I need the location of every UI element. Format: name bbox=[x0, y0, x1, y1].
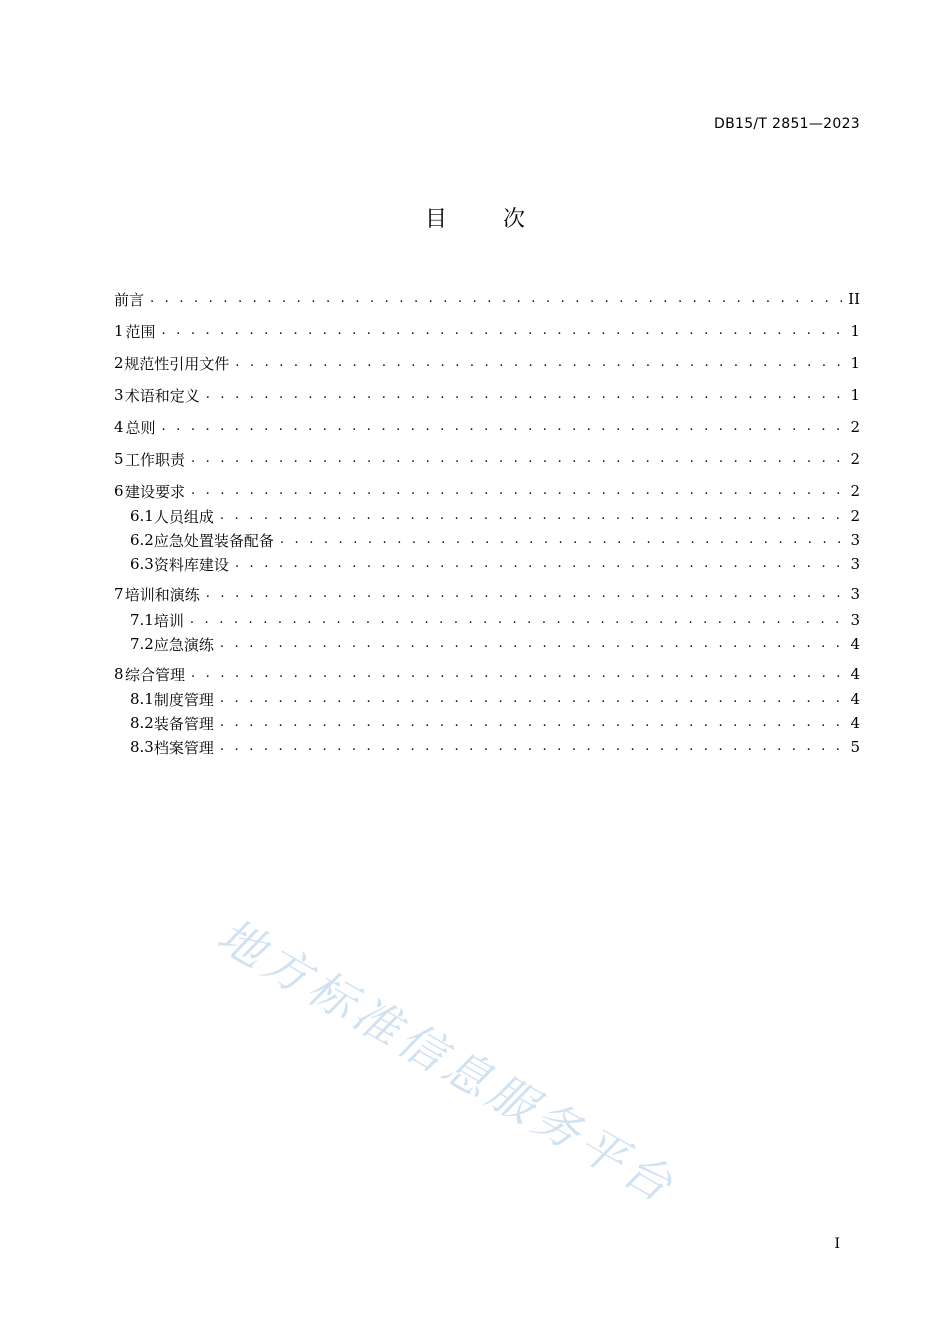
toc-entry-page: 3 bbox=[850, 555, 860, 573]
toc-leader-dots bbox=[190, 609, 844, 631]
toc-leader-dots bbox=[150, 288, 842, 310]
toc-entry-label: 人员组成 bbox=[153, 507, 214, 526]
toc-leader-dots bbox=[235, 553, 844, 575]
toc-entry-page: 4 bbox=[850, 690, 860, 708]
toc-entry-label: 应急处置装备配备 bbox=[153, 531, 274, 550]
toc-title-char-2: 次 bbox=[503, 207, 526, 232]
toc-entry-page: 4 bbox=[850, 714, 860, 732]
toc-entry-number: 5 bbox=[114, 450, 124, 468]
toc-entry-number: 7 bbox=[114, 585, 124, 603]
toc-entry-label: 术语和定义 bbox=[124, 386, 200, 405]
toc-entry-number: 8.3 bbox=[130, 738, 154, 756]
toc-entry-8-2[interactable] bbox=[114, 712, 860, 734]
toc-entry-foreword[interactable] bbox=[114, 288, 860, 310]
toc-entry-label: 制度管理 bbox=[153, 690, 214, 709]
document-code: DB15/T 2851—2023 bbox=[714, 116, 860, 132]
toc-entry-8-3[interactable] bbox=[114, 736, 860, 758]
toc-leader-dots bbox=[220, 712, 844, 734]
toc-entry-page: 4 bbox=[850, 635, 860, 653]
toc-leader-dots bbox=[220, 505, 844, 527]
toc-entry-label: 装备管理 bbox=[153, 714, 214, 733]
toc-leader-dots bbox=[191, 480, 844, 502]
toc-leader-dots bbox=[161, 416, 844, 438]
toc-leader-dots bbox=[206, 583, 844, 605]
toc-entry-number: 7.1 bbox=[130, 611, 154, 629]
toc-leader-dots bbox=[191, 663, 844, 685]
toc-entry-page: 2 bbox=[850, 418, 860, 436]
toc-entry-page: 2 bbox=[850, 507, 860, 525]
toc-leader-dots bbox=[191, 448, 844, 470]
toc-entry-page: 4 bbox=[850, 665, 860, 683]
toc-entry-number: 4 bbox=[114, 418, 124, 436]
toc-entry-number: 6.1 bbox=[130, 507, 154, 525]
toc-entry-number: 8 bbox=[114, 665, 124, 683]
toc-entry-7[interactable] bbox=[114, 583, 860, 605]
toc-entry-6[interactable] bbox=[114, 480, 860, 502]
toc-entry-number: 6.3 bbox=[130, 555, 154, 573]
toc-title bbox=[0, 202, 950, 233]
toc-title-char-1: 目 bbox=[424, 207, 447, 232]
toc-entry-label: 培训 bbox=[153, 611, 184, 630]
toc-entry-number: 8.1 bbox=[130, 690, 154, 708]
toc-entry-label: 档案管理 bbox=[153, 738, 214, 757]
toc-leader-dots bbox=[220, 736, 844, 758]
toc-entry-6-1[interactable] bbox=[114, 505, 860, 527]
toc-entry-label: 工作职责 bbox=[124, 450, 185, 469]
toc-entry-page: 3 bbox=[850, 585, 860, 603]
toc-leader-dots bbox=[220, 688, 844, 710]
toc-entry-label: 建设要求 bbox=[124, 482, 185, 501]
toc-entry-5[interactable] bbox=[114, 448, 860, 470]
toc-entry-7-1[interactable] bbox=[114, 609, 860, 631]
toc-entry-label: 综合管理 bbox=[124, 665, 185, 684]
toc-entry-6-3[interactable] bbox=[114, 553, 860, 575]
toc-entry-number: 1 bbox=[114, 322, 124, 340]
toc-entry-label: 范围 bbox=[125, 322, 156, 341]
toc-entry-label: 前言 bbox=[114, 290, 145, 309]
toc-entry-number: 6.2 bbox=[130, 531, 154, 549]
toc-entry-8-1[interactable] bbox=[114, 688, 860, 710]
toc-entry-page: 1 bbox=[850, 322, 860, 340]
toc-entry-label: 规范性引用文件 bbox=[124, 354, 230, 373]
toc-entry-number: 6 bbox=[114, 482, 124, 500]
toc-entry-8[interactable] bbox=[114, 663, 860, 685]
toc-entry-page: 3 bbox=[850, 611, 860, 629]
toc-entry-page: II bbox=[848, 290, 860, 308]
toc-entry-6-2[interactable] bbox=[114, 529, 860, 551]
toc-entry-label: 资料库建设 bbox=[153, 555, 229, 574]
toc-leader-dots bbox=[206, 384, 844, 406]
toc-entry-label: 培训和演练 bbox=[124, 585, 200, 604]
toc-entry-4[interactable] bbox=[114, 416, 860, 438]
toc-entry-label: 应急演练 bbox=[153, 635, 214, 654]
toc-entry-page: 2 bbox=[850, 482, 860, 500]
footer-page-number: I bbox=[834, 1236, 840, 1252]
toc-entry-page: 5 bbox=[850, 738, 860, 756]
toc-leader-dots bbox=[235, 352, 844, 374]
toc-entry-page: 3 bbox=[850, 531, 860, 549]
toc-entry-page: 1 bbox=[850, 354, 860, 372]
toc-entry-label: 总则 bbox=[125, 418, 156, 437]
toc-entry-page: 2 bbox=[850, 450, 860, 468]
toc-entry-3[interactable] bbox=[114, 384, 860, 406]
toc-entry-7-2[interactable] bbox=[114, 633, 860, 655]
toc-entry-1[interactable] bbox=[114, 320, 860, 342]
toc-leader-dots bbox=[220, 633, 844, 655]
toc-entry-number: 7.2 bbox=[130, 635, 154, 653]
toc-leader-dots bbox=[161, 320, 844, 342]
toc-entry-page: 1 bbox=[850, 386, 860, 404]
watermark: 地方标准信息服务平台 bbox=[208, 907, 686, 1215]
toc-entry-number: 8.2 bbox=[130, 714, 154, 732]
toc-entry-number: 3 bbox=[114, 386, 124, 404]
toc-entry-number: 2 bbox=[114, 354, 124, 372]
toc-entry-2[interactable] bbox=[114, 352, 860, 374]
toc-leader-dots bbox=[280, 529, 844, 551]
